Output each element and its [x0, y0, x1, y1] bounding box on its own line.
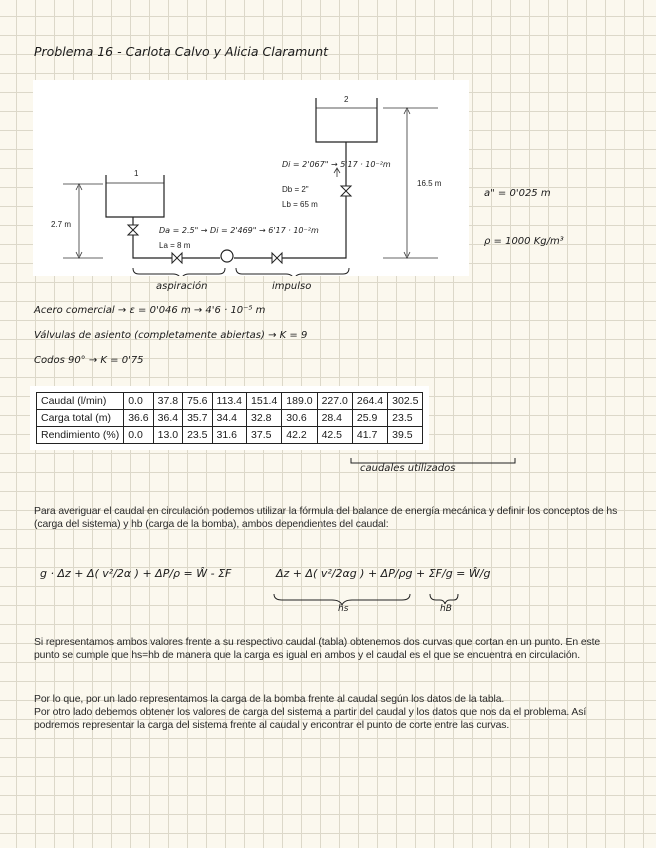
paragraph-curves: Si representamos ambos valores frente a su respectivo caudal (tabla) obtenemos dos curvas que cortan en un punto. En este punto se cumple que hs=hb de manera que la carga es igual en ambos y el caudal es el que se encuentra en circulación.: [34, 637, 601, 661]
spec-codos: Codos 90° → K = 0'75: [34, 355, 144, 366]
equation-heads: Δz + Δ( v²/2αg ) + ΔP/ρg + ΣF/g = Ŵ/g: [276, 567, 491, 580]
label-hb: hB: [440, 604, 452, 614]
table-cell: 34.4: [212, 410, 247, 427]
suction-pipe: [133, 217, 220, 258]
table-cell: 25.9: [352, 410, 387, 427]
height-right-label: 16.5 m: [417, 179, 442, 188]
discharge-di: Di = 2'067" → 5'17 · 10⁻²m: [282, 160, 391, 169]
table-cell: 35.7: [183, 410, 212, 427]
spec-valvulas: Válvulas de asiento (completamente abiertas) → K = 9: [34, 330, 308, 341]
table-cell: 0.0: [124, 427, 153, 444]
pump: [221, 250, 233, 262]
table-cell: 37.5: [247, 427, 282, 444]
suction-length: La = 8 m: [159, 241, 191, 250]
table-cell: 23.5: [183, 427, 212, 444]
label-suction: aspiración: [156, 281, 208, 292]
table-cell: 75.6: [183, 393, 212, 410]
height-left-label: 2.7 m: [51, 220, 72, 229]
table-cell: 227.0: [317, 393, 352, 410]
tank-1: [106, 175, 164, 217]
pump-data-table: [36, 392, 423, 444]
valve-suction: [172, 253, 182, 263]
table-cell: 41.7: [352, 427, 387, 444]
table-cell: 37.8: [153, 393, 182, 410]
label-discharge: impulso: [272, 281, 312, 292]
side-note-rho: ρ = 1000 Kg/m³: [484, 236, 564, 247]
table-cell: 113.4: [212, 393, 247, 410]
table-cell: 42.2: [282, 427, 317, 444]
paragraph-pump-head: Por lo que, por un lado representamos la carga de la bomba frente al caudal según los datos de la tabla.: [34, 694, 505, 705]
table-row: [37, 410, 423, 427]
equation-braces: [272, 592, 462, 612]
tank-1-label: 1: [134, 169, 139, 178]
table-cell: 302.5: [388, 393, 423, 410]
paragraph-intro: Para averiguar el caudal en circulación podemos utilizar la fórmula del balance de energía mecánica y definir los conceptos de hs (carga del sistema) y hb (carga de la bomba), ambos dependientes del caudal:: [34, 506, 618, 530]
table-cell: 39.5: [388, 427, 423, 444]
side-note-a: a" = 0'025 m: [484, 188, 551, 199]
table-cell: 151.4: [247, 393, 282, 410]
equation-energy-balance: g · Δz + Δ( v²/2α ) + ΔP/ρ = Ŵ - ΣF: [40, 567, 232, 580]
label-hs: hs: [338, 604, 349, 614]
row-header: Rendimiento (%): [37, 427, 124, 444]
table-cell: 32.8: [247, 410, 282, 427]
table-cell: 0.0: [124, 393, 153, 410]
table-cell: 13.0: [153, 427, 182, 444]
table-cell: 28.4: [317, 410, 352, 427]
diagram-svg: [33, 80, 469, 276]
table-row: [37, 427, 423, 444]
table-cell: 189.0: [282, 393, 317, 410]
table-cell: 31.6: [212, 427, 247, 444]
tank-2: [316, 98, 377, 142]
table-cell: 36.6: [124, 410, 153, 427]
tank-2-label: 2: [344, 95, 349, 104]
suction-dims: Da = 2.5" → Di = 2'469" → 6'17 · 10⁻²m: [159, 226, 319, 235]
valve-riser: [341, 186, 351, 196]
table-cell: 30.6: [282, 410, 317, 427]
valve-tank1: [128, 225, 138, 235]
table-cell: 23.5: [388, 410, 423, 427]
table-caption: caudales utilizados: [360, 463, 456, 474]
spec-acero: Acero comercial → ε = 0'046 m → 4'6 · 10⁻⁵ m: [34, 305, 266, 316]
page-title: Problema 16 - Carlota Calvo y Alicia Claramunt: [34, 44, 329, 59]
table-row: [37, 393, 423, 410]
discharge-length: Lb = 65 m: [282, 200, 318, 209]
row-header: Caudal (l/min): [37, 393, 124, 410]
table-cell: 264.4: [352, 393, 387, 410]
valve-discharge: [272, 253, 282, 263]
pumping-system-diagram: [33, 80, 469, 276]
row-header: Carga total (m): [37, 410, 124, 427]
discharge-db: Db = 2": [282, 185, 309, 194]
table-cell: 36.4: [153, 410, 182, 427]
table-cell: 42.5: [317, 427, 352, 444]
paragraph-system-head: Por otro lado debemos obtener los valores de carga del sistema a partir del caudal y los datos que nos da el problema. Así podremos representar la carga del sistema frente al caudal y encontrar el punto de corte entre las curvas.: [34, 707, 587, 731]
